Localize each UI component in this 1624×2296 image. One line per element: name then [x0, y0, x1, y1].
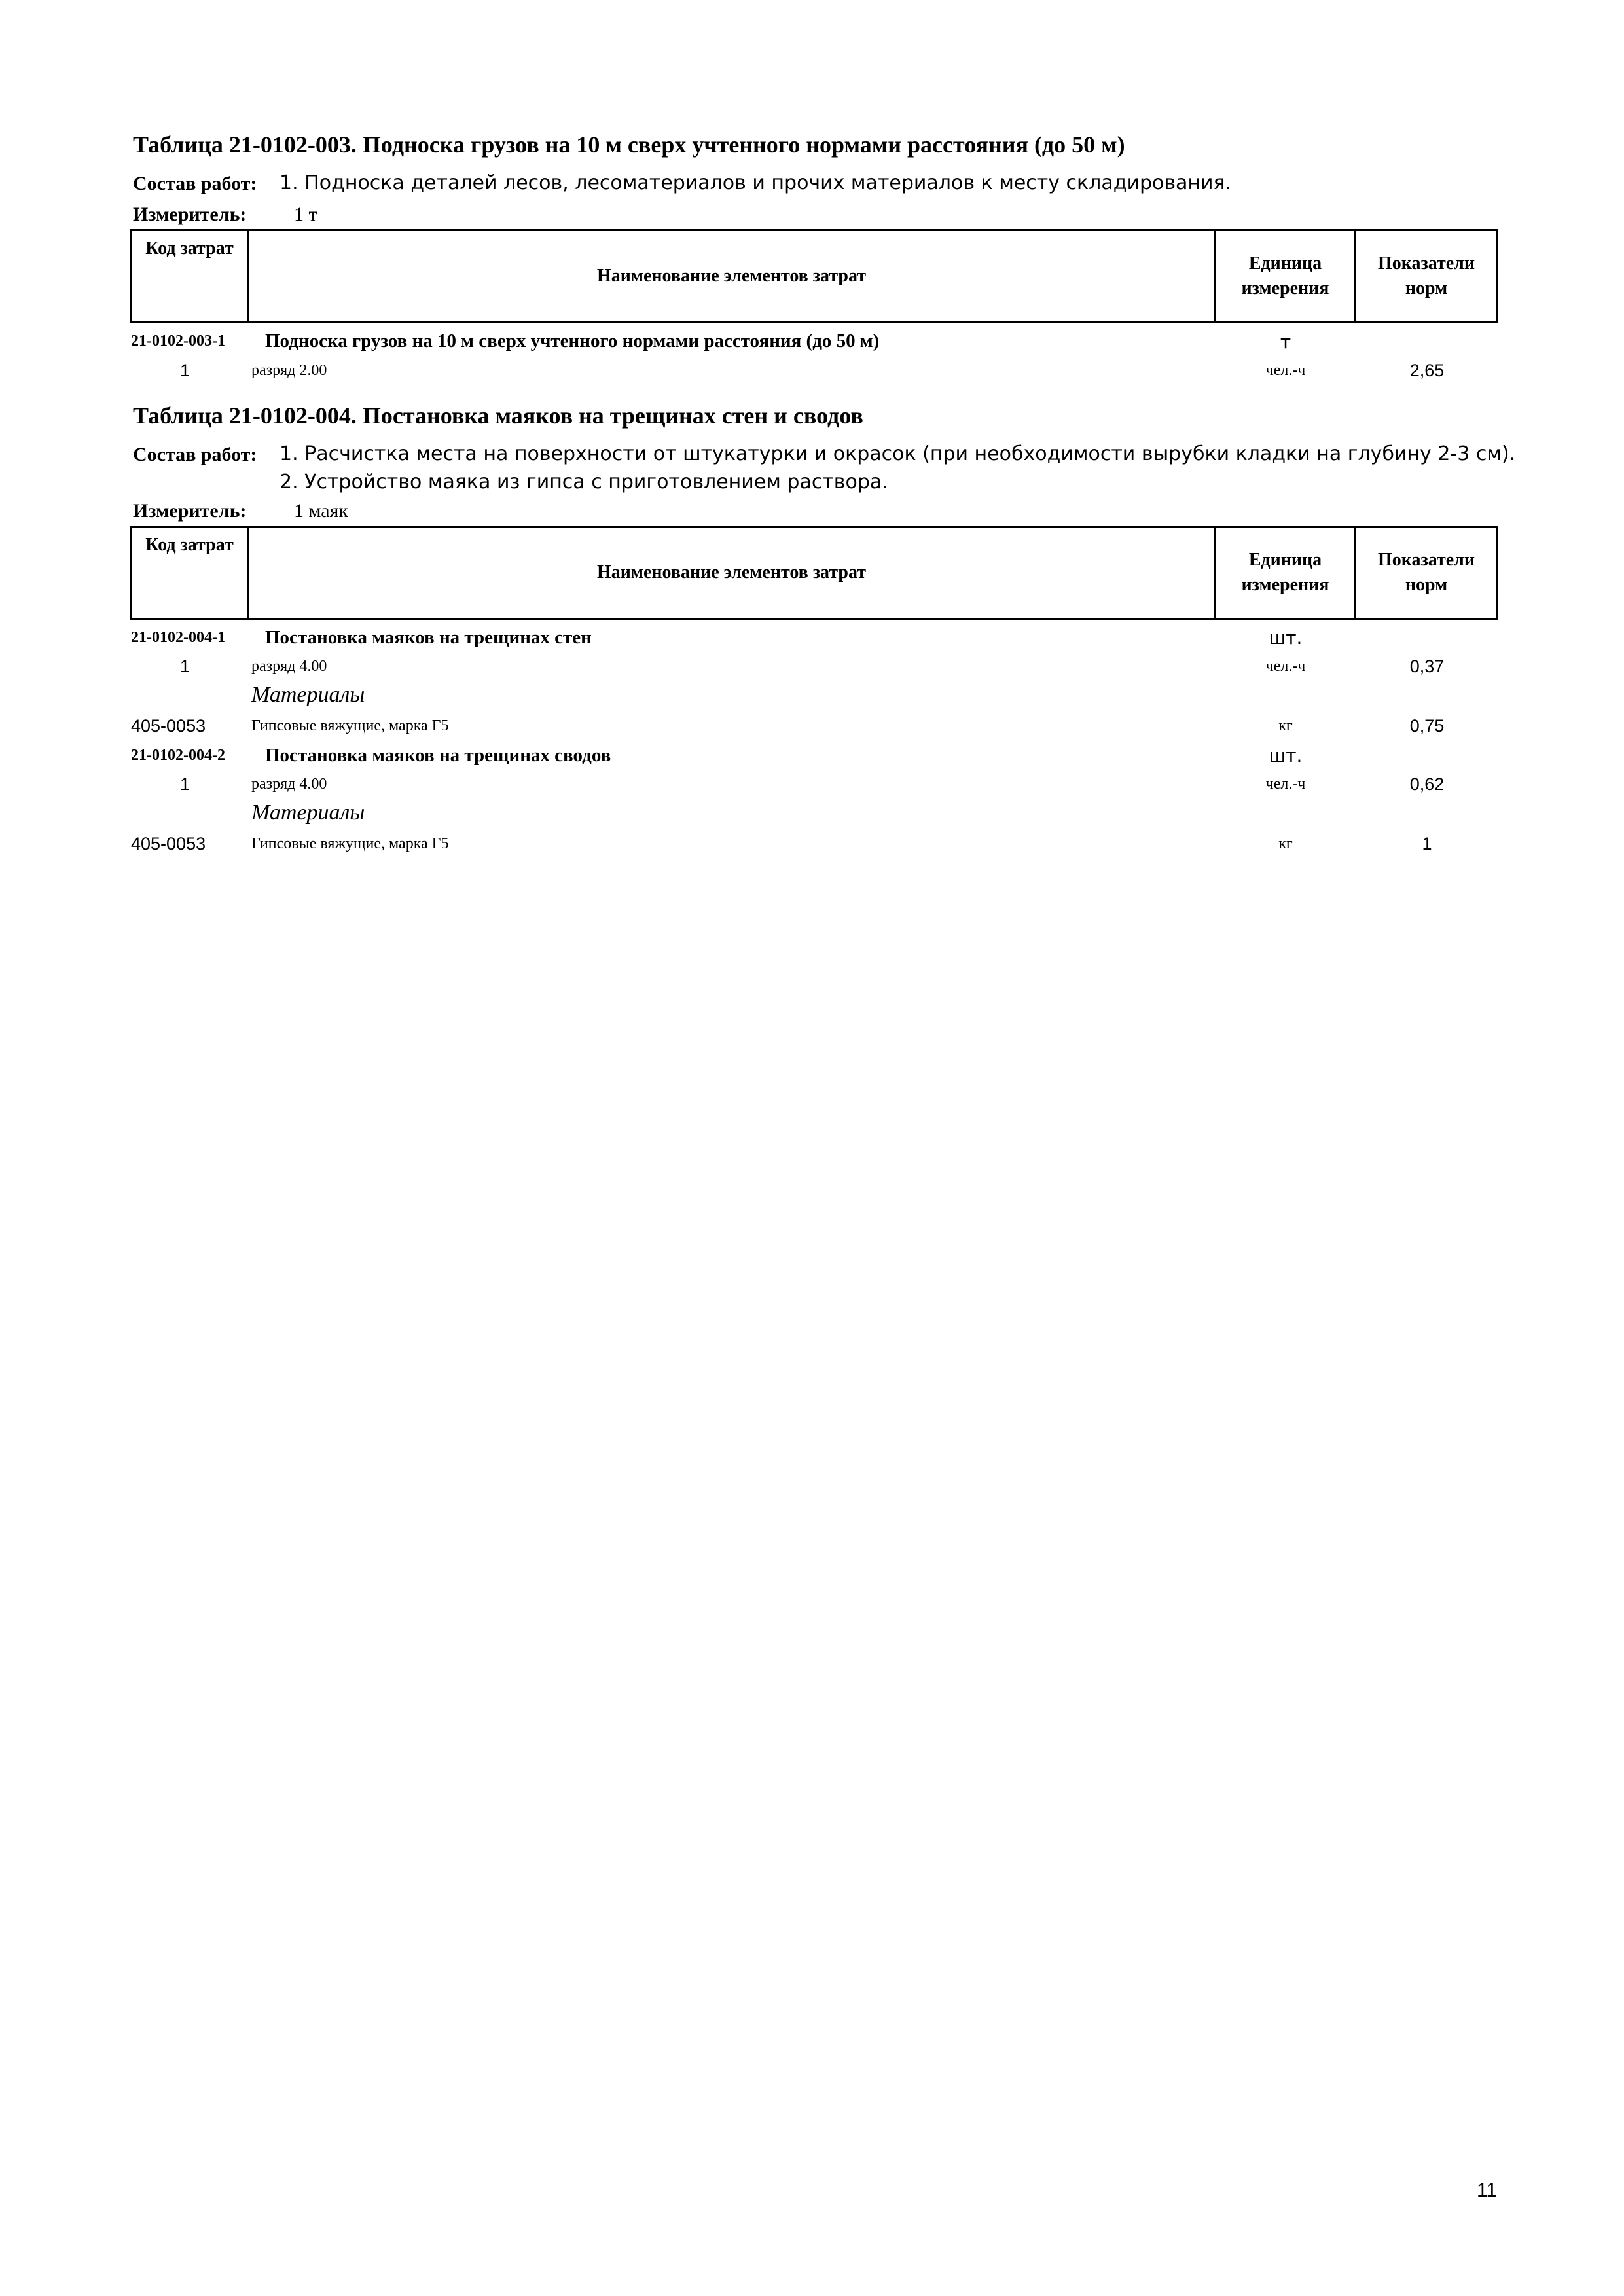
header-code: Код затрат	[145, 238, 234, 259]
row-unit: т	[1280, 331, 1291, 353]
row-unit: чел.-ч	[1265, 658, 1306, 675]
materials-heading: Материалы	[251, 800, 365, 825]
row-value: 0,62	[1409, 774, 1445, 794]
row-value: 2,65	[1409, 361, 1445, 380]
table-header	[130, 229, 1498, 323]
row-unit: шт.	[1269, 627, 1303, 649]
work-composition-label: Состав работ:	[133, 173, 257, 194]
row-name: Гипсовые вяжущие, марка Г5	[251, 717, 449, 734]
row-code: 405-0053	[131, 834, 206, 853]
meter-value: 1 маяк	[294, 500, 348, 522]
header-norm: Показатели норм	[1377, 550, 1475, 595]
row-name: Гипсовые вяжущие, марка Г5	[251, 835, 449, 852]
row-code: 21-0102-004-2	[131, 747, 225, 764]
work-item: 2. Устройство маяка из гипса с приготовлением раствора.	[280, 471, 888, 493]
table-title: Таблица 21-0102-004. Постановка маяков на трещинах стен и сводов	[133, 403, 863, 429]
row-value: 0,37	[1409, 656, 1445, 676]
row-code: 1	[180, 656, 190, 676]
header-unit: Единица измерения	[1241, 550, 1329, 595]
row-unit: шт.	[1269, 745, 1303, 766]
row-unit: кг	[1278, 717, 1293, 734]
row-unit: кг	[1278, 835, 1293, 852]
materials-heading: Материалы	[251, 683, 365, 707]
row-code: 1	[180, 361, 190, 380]
row-code: 1	[180, 774, 190, 794]
page-number: 11	[1477, 2179, 1498, 2201]
row-value: 1	[1422, 834, 1432, 853]
row-unit: чел.-ч	[1265, 776, 1306, 793]
work-item: 1. Подноска деталей лесов, лесоматериалов и прочих материалов к месту складирования.	[280, 171, 1232, 194]
row-name: Подноска грузов на 10 м сверх учтенного нормами расстояния (до 50 м)	[265, 331, 880, 351]
row-name: разряд 2.00	[251, 362, 327, 379]
table-title: Таблица 21-0102-003. Подноска грузов на 10 м сверх учтенного нормами расстояния (до 50 м)	[133, 132, 1125, 158]
row-name: разряд 4.00	[251, 776, 327, 793]
header-norm: Показатели норм	[1377, 253, 1475, 298]
meter-label: Измеритель:	[133, 500, 247, 522]
meter-label: Измеритель:	[133, 204, 247, 225]
header-unit: Единица измерения	[1241, 253, 1329, 298]
row-code: 21-0102-003-1	[131, 332, 225, 350]
work-composition-label: Состав работ:	[133, 444, 257, 465]
row-code: 405-0053	[131, 716, 206, 736]
header-code: Код затрат	[145, 535, 234, 555]
row-name: Постановка маяков на трещинах сводов	[265, 745, 611, 766]
row-code: 21-0102-004-1	[131, 629, 225, 646]
header-name: Наименование элементов затрат	[596, 562, 867, 583]
meter-value: 1 т	[294, 204, 317, 225]
table-header	[130, 526, 1498, 620]
row-name: Постановка маяков на трещинах стен	[265, 627, 592, 648]
row-unit: чел.-ч	[1265, 362, 1306, 379]
work-item: 1. Расчистка места на поверхности от штукатурки и окрасок (при необходимости вырубки кладки на глубину 2-3 см).	[280, 442, 1516, 465]
row-value: 0,75	[1409, 716, 1445, 736]
row-name: разряд 4.00	[251, 658, 327, 675]
header-name: Наименование элементов затрат	[596, 266, 867, 286]
